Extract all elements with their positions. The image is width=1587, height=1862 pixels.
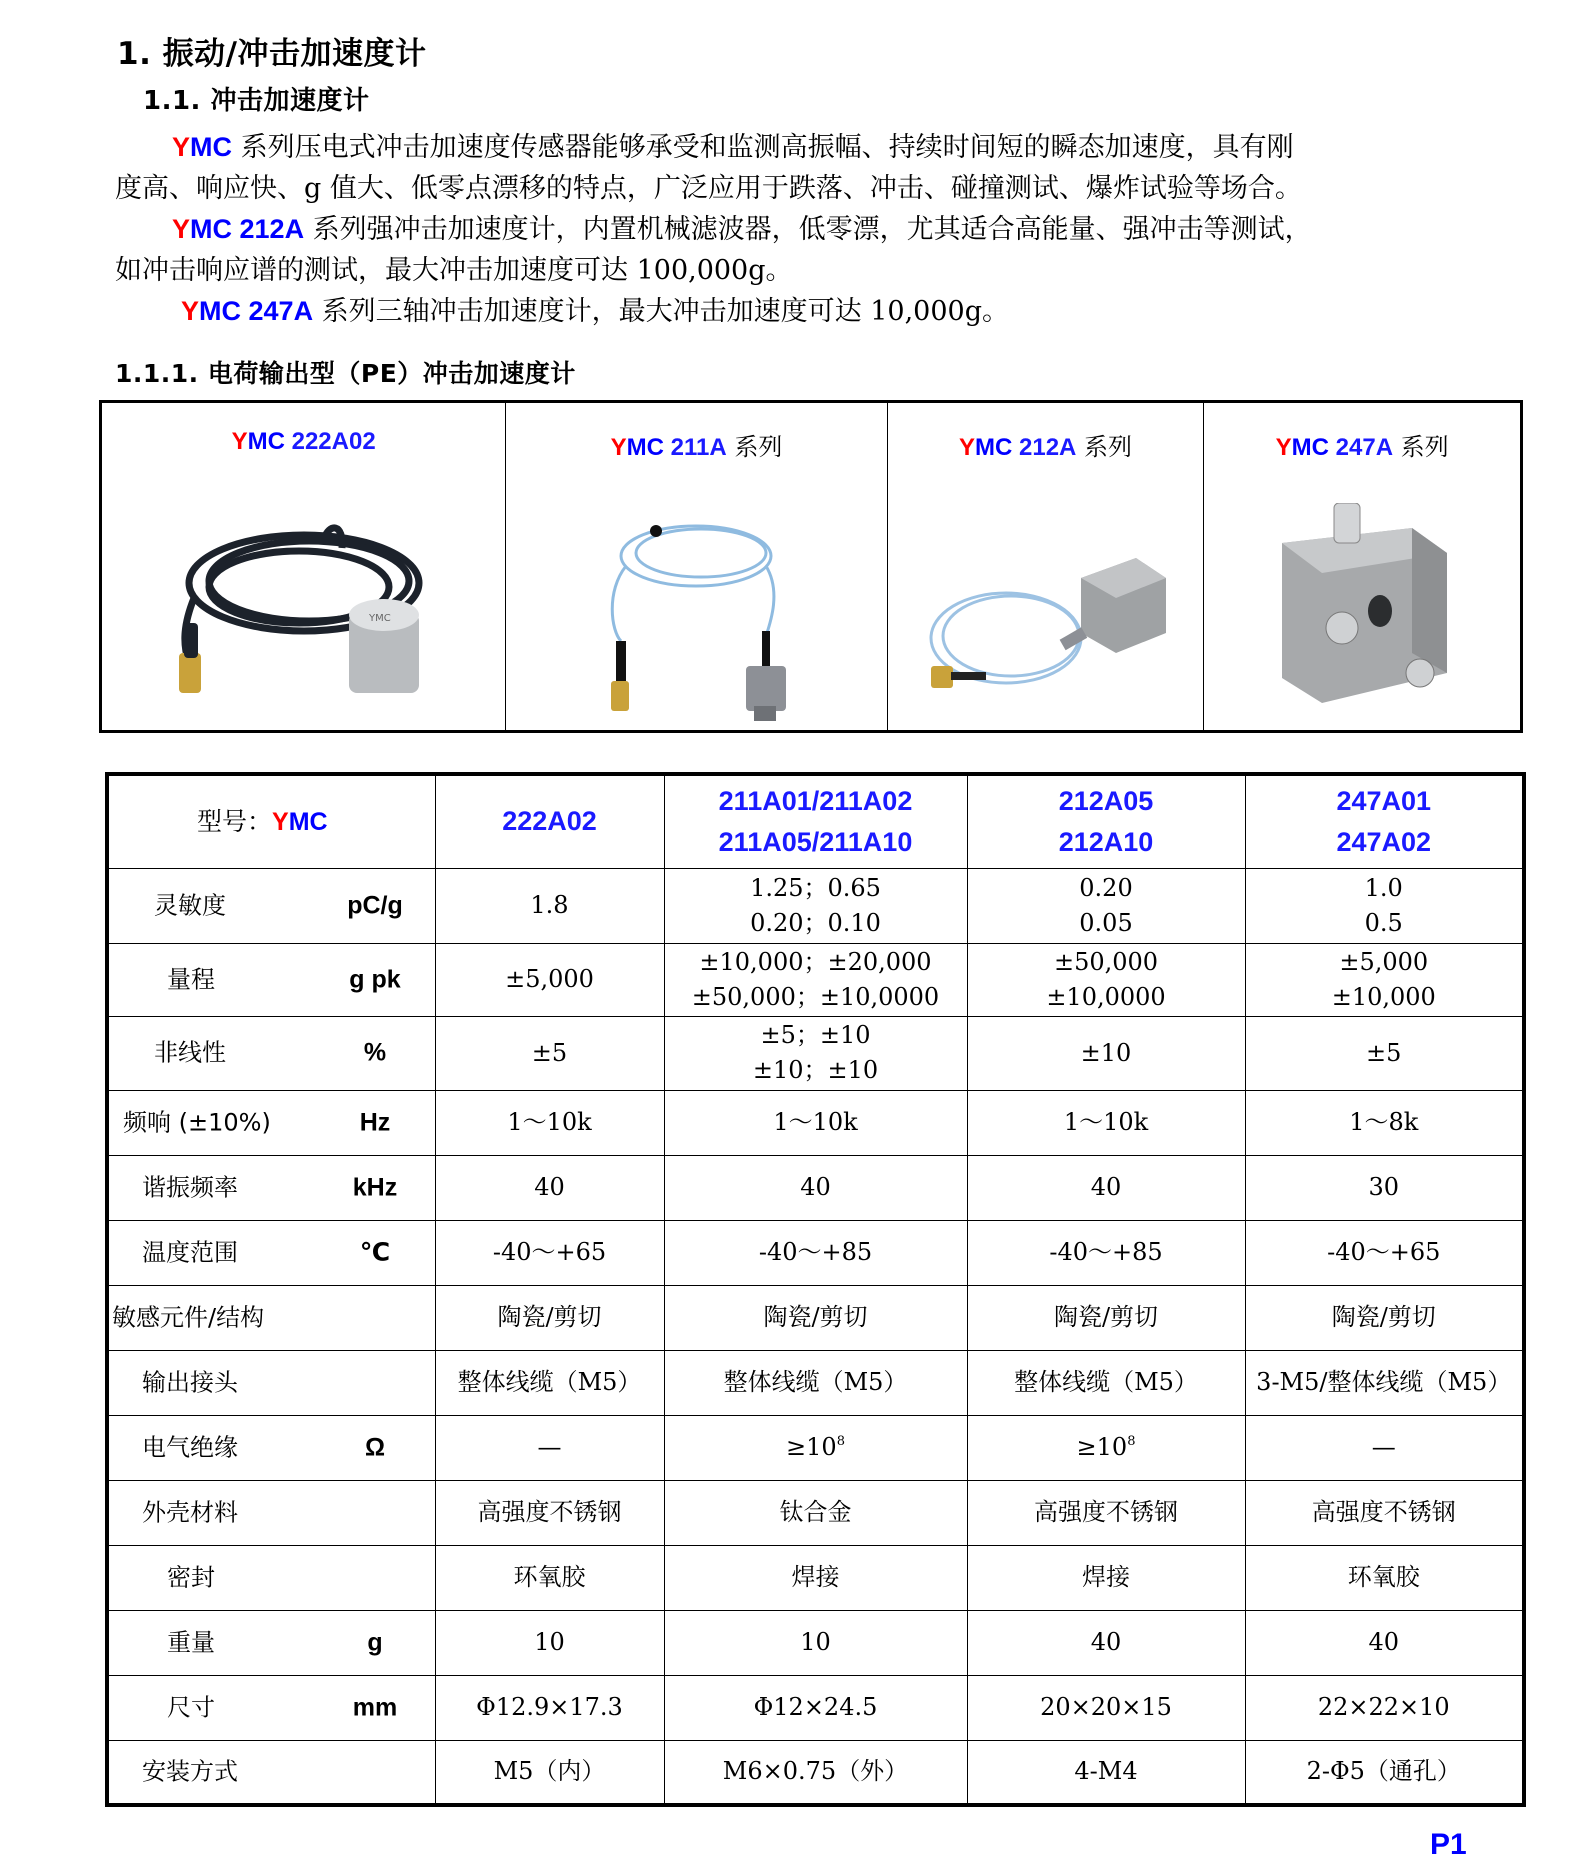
spec-value: ±50,000: [1053, 947, 1159, 976]
spec-label-cell: [107, 1545, 435, 1610]
spec-label-cell: [107, 1610, 435, 1675]
spec-value: 10: [800, 1628, 831, 1656]
product-card-247a: [1204, 403, 1520, 730]
spec-value: ±5: [1366, 1038, 1402, 1067]
spec-unit: %: [363, 1038, 387, 1067]
brand-mc: MC: [190, 132, 233, 162]
spec-value-cell: [435, 1675, 664, 1740]
spec-value: 2-Φ5（通孔）: [1306, 1757, 1461, 1786]
spec-value-cell: [1245, 1415, 1524, 1480]
spec-label: 谐振频率: [142, 1173, 238, 1201]
spec-label: 电气绝缘: [142, 1433, 238, 1461]
spec-value-cell: [1245, 1610, 1524, 1675]
model-column-header: [664, 774, 967, 868]
spec-value: 1～10k: [773, 1108, 858, 1136]
brand-mc: MC: [975, 434, 1013, 461]
spec-value: 40: [1090, 1173, 1122, 1201]
brand-y: Y: [610, 434, 627, 461]
intro-line-4: [115, 250, 793, 291]
spec-value-cell: [435, 1740, 664, 1805]
spec-value: 20×20×15: [1040, 1693, 1172, 1721]
spec-value: 1～10k: [1063, 1108, 1149, 1136]
spec-value: 30: [1368, 1173, 1400, 1201]
spec-value-cell: [435, 1415, 664, 1480]
page-number: P1: [1430, 1828, 1467, 1861]
spec-value: 1.25；0.65: [750, 873, 881, 902]
spec-value: 40: [800, 1173, 831, 1201]
spec-value-cell: [664, 1415, 967, 1480]
spec-value-cell: [1245, 1675, 1524, 1740]
product-title: [888, 427, 1204, 462]
spec-label: 安装方式: [142, 1757, 238, 1786]
brand-y: Y: [959, 434, 976, 461]
spec-label: 外壳材料: [142, 1498, 238, 1526]
spec-value-cell: [435, 1480, 664, 1545]
spec-value-cell: [435, 1610, 664, 1675]
spec-row: [107, 1415, 1524, 1480]
spec-value-cell: [1245, 1016, 1524, 1090]
spec-label: 非线性: [154, 1038, 226, 1067]
model-name: 212A: [232, 214, 305, 244]
spec-value: 0.20: [1079, 873, 1133, 902]
spec-unit: g pk: [349, 965, 401, 993]
intro-line-5: [181, 291, 1009, 332]
spec-label: 输出接头: [142, 1368, 238, 1396]
spec-value: ±10,0000: [1046, 982, 1166, 1011]
model-name: 211A01/211A02: [718, 785, 913, 816]
spec-value: 焊接: [791, 1563, 840, 1591]
spec-value: ±10,000: [1331, 982, 1436, 1011]
spec-value: 陶瓷/剪切: [497, 1303, 602, 1331]
spec-value: ±5；±10: [760, 1021, 871, 1049]
spec-value: 1～8k: [1349, 1108, 1419, 1136]
spec-value-cell: [664, 1155, 967, 1220]
spec-table: [105, 772, 1526, 1807]
product-card-212a: [888, 403, 1205, 730]
product-series: 系列: [1076, 433, 1133, 461]
intro-line-2: [115, 168, 1302, 209]
spec-value: 10: [534, 1628, 565, 1656]
spec-value-cell: [967, 1155, 1245, 1220]
spec-value-cell: [664, 1480, 967, 1545]
model-name: 247A02: [1336, 826, 1432, 857]
model-label: 型号：: [197, 806, 273, 836]
spec-label-cell: [107, 1350, 435, 1415]
spec-value: 0.05: [1079, 908, 1133, 937]
spec-value: 钛合金: [779, 1498, 852, 1526]
spec-value: 陶瓷/剪切: [1331, 1303, 1436, 1331]
spec-value-cell: [1245, 868, 1524, 943]
spec-row: [107, 1016, 1524, 1090]
spec-label-cell: [107, 868, 435, 943]
product-model: 222A02: [284, 428, 376, 455]
spec-value: 环氧胶: [1347, 1563, 1420, 1591]
spec-value-cell: [664, 1016, 967, 1090]
spec-label-cell: [107, 1090, 435, 1155]
spec-value: Φ12×24.5: [753, 1693, 878, 1721]
section-heading-1: 1. 振动/冲击加速度计: [117, 36, 427, 72]
spec-value-cell: [1245, 1740, 1524, 1805]
intro-text: 如冲击响应谱的测试，最大冲击加速度可达 100,000g。: [115, 255, 793, 286]
spec-label-cell: [107, 1415, 435, 1480]
spec-value-cell: [967, 1016, 1245, 1090]
exponent: 8: [1127, 1434, 1136, 1449]
spec-value-cell: [664, 1545, 967, 1610]
spec-row: [107, 1675, 1524, 1740]
spec-value-cell: [967, 1675, 1245, 1740]
spec-value-cell: [967, 1545, 1245, 1610]
spec-value-cell: [664, 1090, 967, 1155]
spec-value: 整体线缆（M5）: [457, 1368, 642, 1396]
spec-label-cell: [107, 1220, 435, 1285]
spec-row: [107, 1285, 1524, 1350]
intro-text: 系列压电式冲击加速度传感器能够承受和监测高振幅、持续时间短的瞬态加速度，具有刚: [232, 132, 1294, 163]
spec-row: [107, 1610, 1524, 1675]
brand-y: Y: [1275, 434, 1292, 461]
model-name: 247A: [241, 296, 314, 326]
section-heading-1-1-1: 1.1.1. 电荷输出型（PE）冲击加速度计: [115, 359, 576, 388]
svg-text:YMC: YMC: [368, 613, 391, 624]
spec-row: [107, 943, 1524, 1016]
black-cable-cylinder-sensor-image: [154, 503, 454, 703]
spec-value-cell: [967, 1740, 1245, 1805]
spec-value-cell: [435, 1016, 664, 1090]
spec-label-cell: [107, 1155, 435, 1220]
spec-value-cell: [435, 868, 664, 943]
spec-value-cell: [435, 1090, 664, 1155]
spec-value-cell: [1245, 1090, 1524, 1155]
product-series: 系列: [726, 433, 783, 461]
brand-y: Y: [231, 428, 248, 455]
brand-y: Y: [272, 807, 289, 836]
product-series: 系列: [1393, 433, 1449, 461]
model-name: 222A02: [502, 806, 597, 837]
spec-value-cell: [1245, 1350, 1524, 1415]
spec-value: 40: [1368, 1628, 1400, 1656]
spec-value-cell: [664, 1285, 967, 1350]
spec-row: [107, 1480, 1524, 1545]
spec-value: 环氧胶: [513, 1563, 586, 1591]
product-title: [506, 427, 886, 462]
product-model: 247A: [1329, 434, 1394, 461]
triaxial-block-sensor-image: [1262, 503, 1462, 713]
brand-mc: MC: [626, 434, 664, 461]
spec-value: 4-M4: [1074, 1757, 1138, 1786]
spec-value-cell: [967, 868, 1245, 943]
spec-value: 40: [1090, 1628, 1122, 1656]
brand-mc: MC: [247, 428, 285, 455]
spec-value: -40～+65: [492, 1238, 607, 1266]
spec-value: 0.5: [1364, 908, 1403, 937]
spec-value: 1.0: [1364, 873, 1403, 902]
spec-label: 灵敏度: [154, 891, 226, 919]
spec-header-row: [107, 774, 1524, 868]
spec-value-cell: [967, 1480, 1245, 1545]
spec-unit: ℃: [359, 1238, 391, 1266]
spec-label: 密封: [167, 1563, 215, 1591]
spec-label-cell: [107, 1740, 435, 1805]
spec-value: $\ge 10^8$: [786, 1433, 845, 1461]
spec-unit: kHz: [352, 1173, 398, 1201]
spec-row: [107, 1350, 1524, 1415]
spec-value-cell: [967, 1415, 1245, 1480]
spec-value: 1.8: [530, 891, 569, 919]
spec-value: 40: [534, 1173, 565, 1201]
brand-mc: MC: [199, 296, 242, 326]
brand-mc: MC: [1291, 434, 1329, 461]
spec-value-cell: [967, 1610, 1245, 1675]
product-model: 211A: [663, 434, 727, 461]
spec-value-cell: [967, 1090, 1245, 1155]
spec-value-cell: [664, 1350, 967, 1415]
spec-value: 整体线缆（M5）: [1014, 1368, 1198, 1396]
spec-label: 重量: [167, 1628, 215, 1656]
cube-sensor-with-cable-image: [911, 538, 1181, 718]
brand-mc: MC: [288, 807, 328, 836]
brand-y: Y: [172, 132, 191, 162]
spec-value-cell: [1245, 1545, 1524, 1610]
spec-value-cell: [967, 943, 1245, 1016]
product-title: [1204, 427, 1520, 462]
spec-value: Φ12.9×17.3: [476, 1693, 623, 1721]
spec-unit: Ω: [364, 1433, 386, 1461]
exponent: 8: [836, 1434, 845, 1449]
model-column-header: [435, 774, 664, 868]
spec-label-cell: [107, 1480, 435, 1545]
intro-text: 度高、响应快、g 值大、低零点漂移的特点，广泛应用于跌落、冲击、碰撞测试、爆炸试验等场合。: [115, 173, 1302, 204]
model-column-header: [967, 774, 1245, 868]
spec-value-cell: [1245, 943, 1524, 1016]
spec-label: 量程: [167, 965, 215, 993]
spec-value: 高强度不锈钢: [477, 1498, 622, 1526]
spec-value: 0.20；0.10: [750, 908, 881, 937]
product-model: 212A: [1012, 434, 1077, 461]
product-card-222a02: [102, 403, 506, 730]
brand-y: Y: [181, 296, 200, 326]
model-name: 212A05: [1058, 785, 1154, 816]
spec-label-cell: [107, 1016, 435, 1090]
intro-line-3: [172, 209, 1312, 250]
intro-line-1: [172, 127, 1294, 168]
spec-value: ±10: [1080, 1038, 1132, 1067]
blue-cable-stud-sensor-image: [566, 511, 826, 721]
spec-value-cell: [1245, 1480, 1524, 1545]
spec-label: 尺寸: [167, 1693, 215, 1721]
spec-value: -40～+85: [758, 1238, 873, 1266]
spec-value: M6×0.75（外）: [722, 1757, 909, 1786]
spec-value: 陶瓷/剪切: [1053, 1303, 1159, 1331]
spec-value: 焊接: [1082, 1563, 1130, 1591]
spec-value: 陶瓷/剪切: [763, 1303, 868, 1331]
spec-value: 3-M5/整体线缆（M5）: [1256, 1368, 1512, 1396]
spec-label-cell: [107, 1675, 435, 1740]
spec-value: 高强度不锈钢: [1034, 1498, 1178, 1526]
product-card-211a: [506, 403, 887, 730]
spec-value: ±50,000；±10,0000: [691, 982, 940, 1011]
spec-value: 1～10k: [507, 1108, 592, 1136]
spec-value: ±5: [531, 1038, 568, 1067]
brand-y: Y: [172, 214, 191, 244]
model-column-header: [1245, 774, 1524, 868]
spec-value: —: [1371, 1433, 1396, 1461]
model-name: 247A01: [1336, 785, 1432, 816]
spec-value: ±10,000；±20,000: [699, 947, 932, 976]
spec-value: 整体线缆（M5）: [723, 1368, 908, 1396]
spec-value: M5（内）: [493, 1757, 606, 1786]
spec-unit: g: [367, 1628, 383, 1656]
spec-value: ±5,000: [1339, 947, 1429, 976]
spec-label-cell: [107, 943, 435, 1016]
model-name: 211A05/211A10: [718, 826, 913, 857]
spec-row: [107, 1740, 1524, 1805]
spec-value-cell: [664, 868, 967, 943]
spec-value-cell: [664, 1675, 967, 1740]
spec-value-cell: [435, 1155, 664, 1220]
spec-value-cell: [435, 1285, 664, 1350]
spec-row: [107, 1155, 1524, 1220]
spec-row: [107, 868, 1524, 943]
spec-value: —: [537, 1433, 562, 1461]
spec-label: 频响 (±10%): [123, 1108, 271, 1136]
spec-value-cell: [435, 1350, 664, 1415]
brand-mc: MC: [190, 214, 233, 244]
product-title: [102, 427, 505, 456]
spec-value: 高强度不锈钢: [1311, 1498, 1456, 1526]
spec-label: 敏感元件/结构: [112, 1303, 265, 1331]
spec-row: [107, 1090, 1524, 1155]
spec-unit: Hz: [359, 1108, 391, 1136]
model-header-cell: [107, 774, 435, 868]
spec-value-cell: [967, 1350, 1245, 1415]
spec-value-cell: [967, 1285, 1245, 1350]
spec-value-cell: [967, 1220, 1245, 1285]
spec-value-cell: [1245, 1155, 1524, 1220]
spec-label: 温度范围: [142, 1238, 238, 1266]
spec-unit: pC/g: [347, 891, 403, 919]
spec-value-cell: [1245, 1285, 1524, 1350]
spec-value-cell: [435, 943, 664, 1016]
spec-value: $\ge 10^8$: [1076, 1433, 1136, 1461]
spec-value: ±10；±10: [752, 1056, 879, 1084]
spec-unit: mm: [352, 1693, 398, 1721]
spec-value-cell: [664, 1220, 967, 1285]
spec-value-cell: [435, 1545, 664, 1610]
spec-label-cell: [107, 1285, 435, 1350]
intro-text: 系列三轴冲击加速度计，最大冲击加速度可达 10,000g。: [313, 296, 1009, 327]
spec-value: ±5,000: [505, 965, 594, 993]
spec-value-cell: [664, 1610, 967, 1675]
spec-value-cell: [1245, 1220, 1524, 1285]
section-heading-1-1: 1.1. 冲击加速度计: [143, 86, 370, 116]
spec-value-cell: [664, 943, 967, 1016]
spec-row: [107, 1545, 1524, 1610]
spec-value-cell: [435, 1220, 664, 1285]
spec-value: -40～+85: [1049, 1238, 1163, 1266]
intro-text: 系列强冲击加速度计，内置机械滤波器，低零漂，尤其适合高能量、强冲击等测试，: [304, 214, 1312, 245]
spec-value: 22×22×10: [1317, 1693, 1450, 1721]
spec-value: -40～+65: [1327, 1238, 1441, 1266]
spec-row: [107, 1220, 1524, 1285]
model-name: 212A10: [1058, 826, 1154, 857]
product-image-table: [99, 400, 1523, 733]
spec-value-cell: [664, 1740, 967, 1805]
model-header-label: [197, 804, 328, 840]
